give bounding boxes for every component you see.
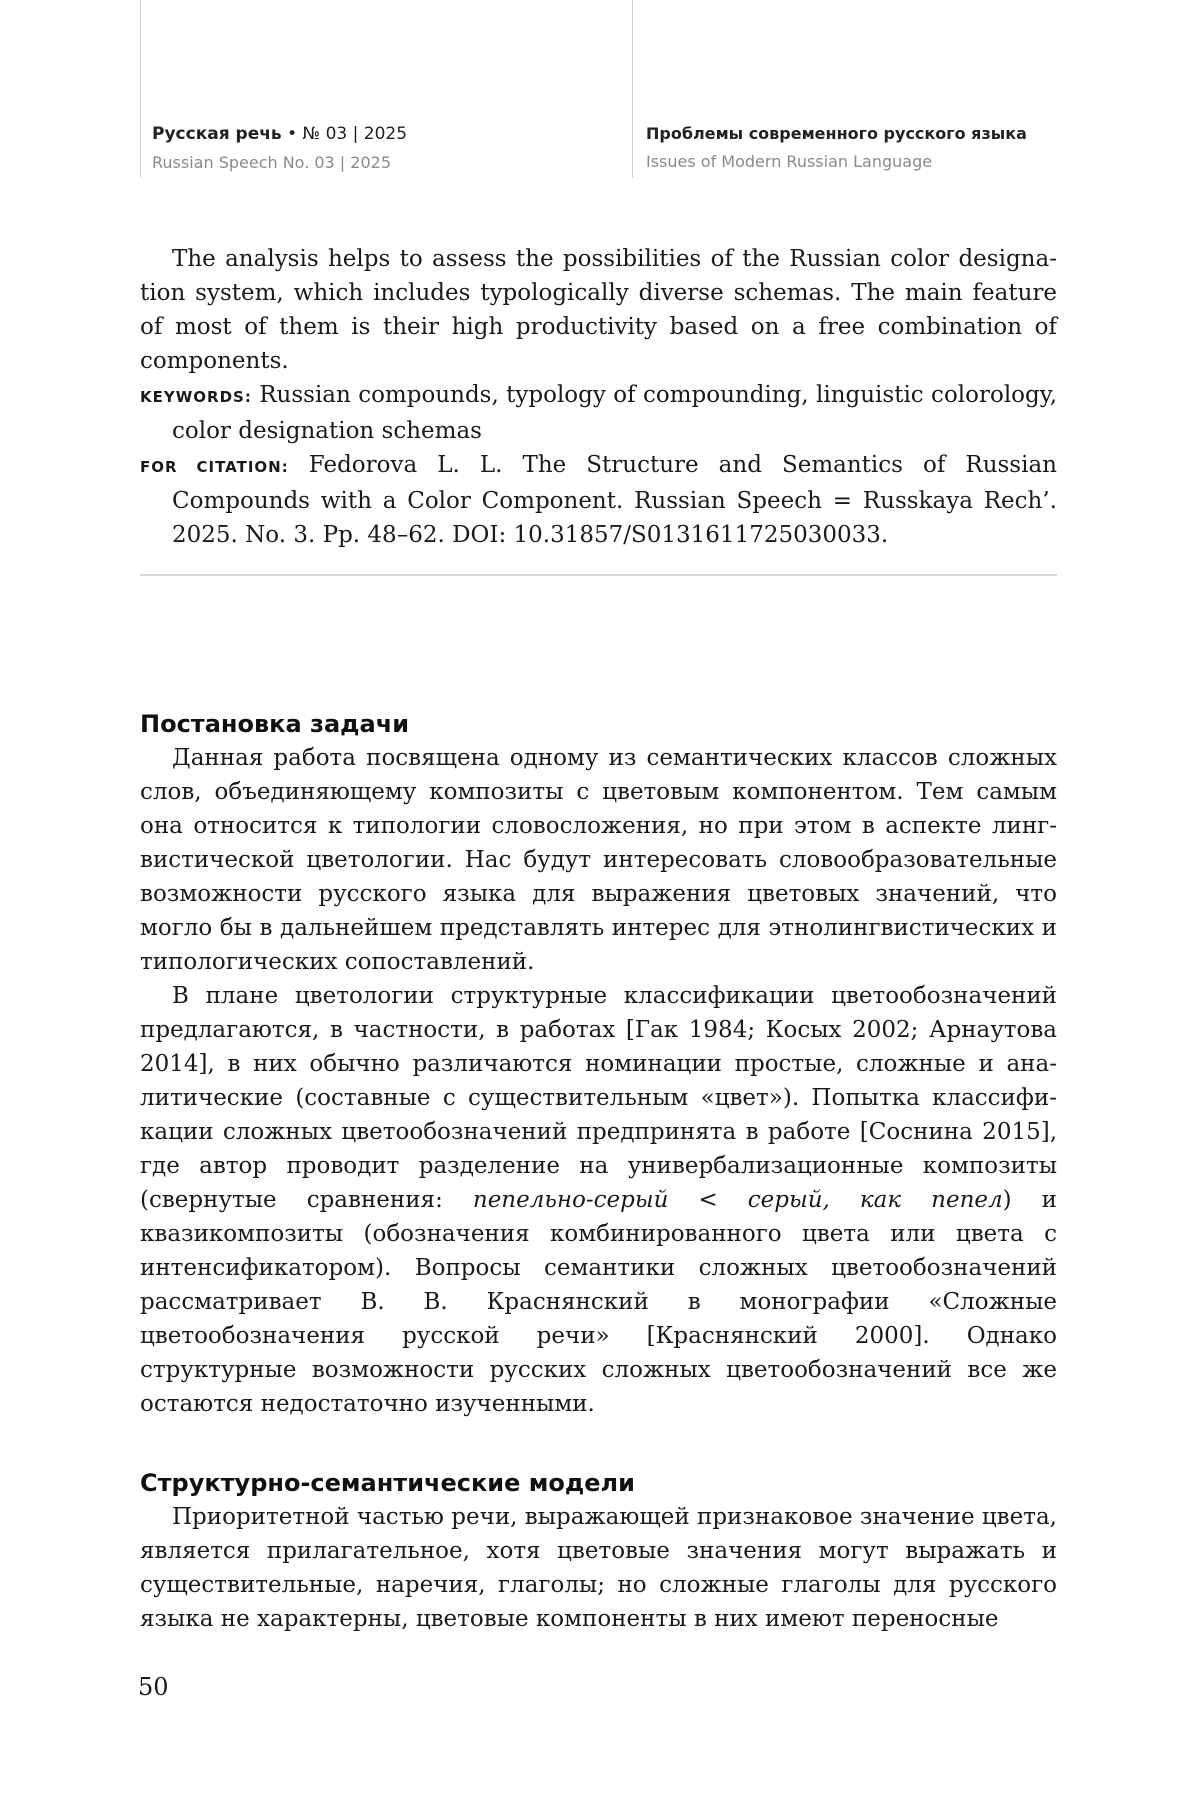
running-header-left <box>152 124 407 172</box>
keywords-label: KEYWORDS: <box>140 388 252 406</box>
abstract-block <box>140 242 1057 552</box>
abstract-divider <box>140 574 1057 576</box>
citation-label: FOR CITATION: <box>140 458 289 476</box>
section-heading: Структурно-семантические модели <box>140 1469 635 1497</box>
italic-example: пепельно-серый < серый, как пепел <box>472 1187 1003 1213</box>
page-number: 50 <box>138 1673 169 1701</box>
section-title-en: Issues of Modern Russian Language <box>646 152 933 171</box>
section-title-ru: Проблемы современного русского языка <box>646 124 1027 143</box>
paragraph: Данная работа посвящена одному из семантических классов сложных слов, объединяющему композиты с цветовым компонентом. Тем самым она относится к типологии словосложения, но при этом в аспекте лингвистической цветологии. Нас будут интересовать словообразовательные возможности русского языка для выражения цветовых значений, что могло бы в дальнейшем представлять интерес для этнолингвистических и типологических сопоставлений. <box>140 745 1057 975</box>
running-header-right <box>646 124 1027 171</box>
journal-title-en: Russian Speech No. 03 | 2025 <box>152 153 391 172</box>
journal-title-ru: Русская речь • № 03 | 2025 <box>152 124 408 144</box>
header-divider-left <box>140 0 141 178</box>
header-divider-right <box>632 0 633 178</box>
citation: FOR CITATION: Fedorova L. L. The Structure and Semantics of Russian Compounds with a Color Component. Russian Speech = Russkaya Rech’. 2025. No. 3. Pp. 48–62. DOI: 10.31857/S0131611725030033. <box>140 452 1057 548</box>
abstract-text: The analysis helps to assess the possibilities of the Russian color designation system, which includes typologically diverse schemas. The main feature of most of them is their high productivity based on a free combination of components. <box>140 246 1057 374</box>
section-problem-statement <box>140 707 1057 1421</box>
keywords: KEYWORDS: Russian compounds, typology of compounding, linguistic colorology, color designation schemas <box>140 382 1058 444</box>
paragraph: В плане цветологии структурные классификации цветообозначений предлагаются, в частности, в работах [Гак 1984; Косых 2002; Арнаутова 2014], в них обычно различаются номинации простые, сложные и аналитические (составные с существительным «цвет»). Попытка классификации сложных цветообозначений предпринята в работе [Соснина 2015], где автор проводит разделение на универбализационные композиты (свернутые сравнения: пепельно-серый < серый, как пепел) и квазикомпозиты (обозначения комбинированного цвета или цвета с интенсификатором). Вопросы семантики сложных цветообозначений рассматривает В. В. Краснянский в монографии «Сложные цветообозначения русской речи» [Краснянский 2000]. Однако структурные возможности русских сложных цветообозначений все же остаются недостаточно изученными. <box>140 983 1057 1417</box>
section-heading: Постановка задачи <box>140 710 410 738</box>
section-structural-models <box>140 1466 1057 1636</box>
paragraph: Приоритетной частью речи, выражающей признаковое значение цвета, является прилагательное, хотя цветовые значения могут выражать и существительные, наречия, глаголы; но сложные глаголы для русского языка не характерны, цветовые компоненты в них имеют переносные <box>140 1504 1057 1632</box>
